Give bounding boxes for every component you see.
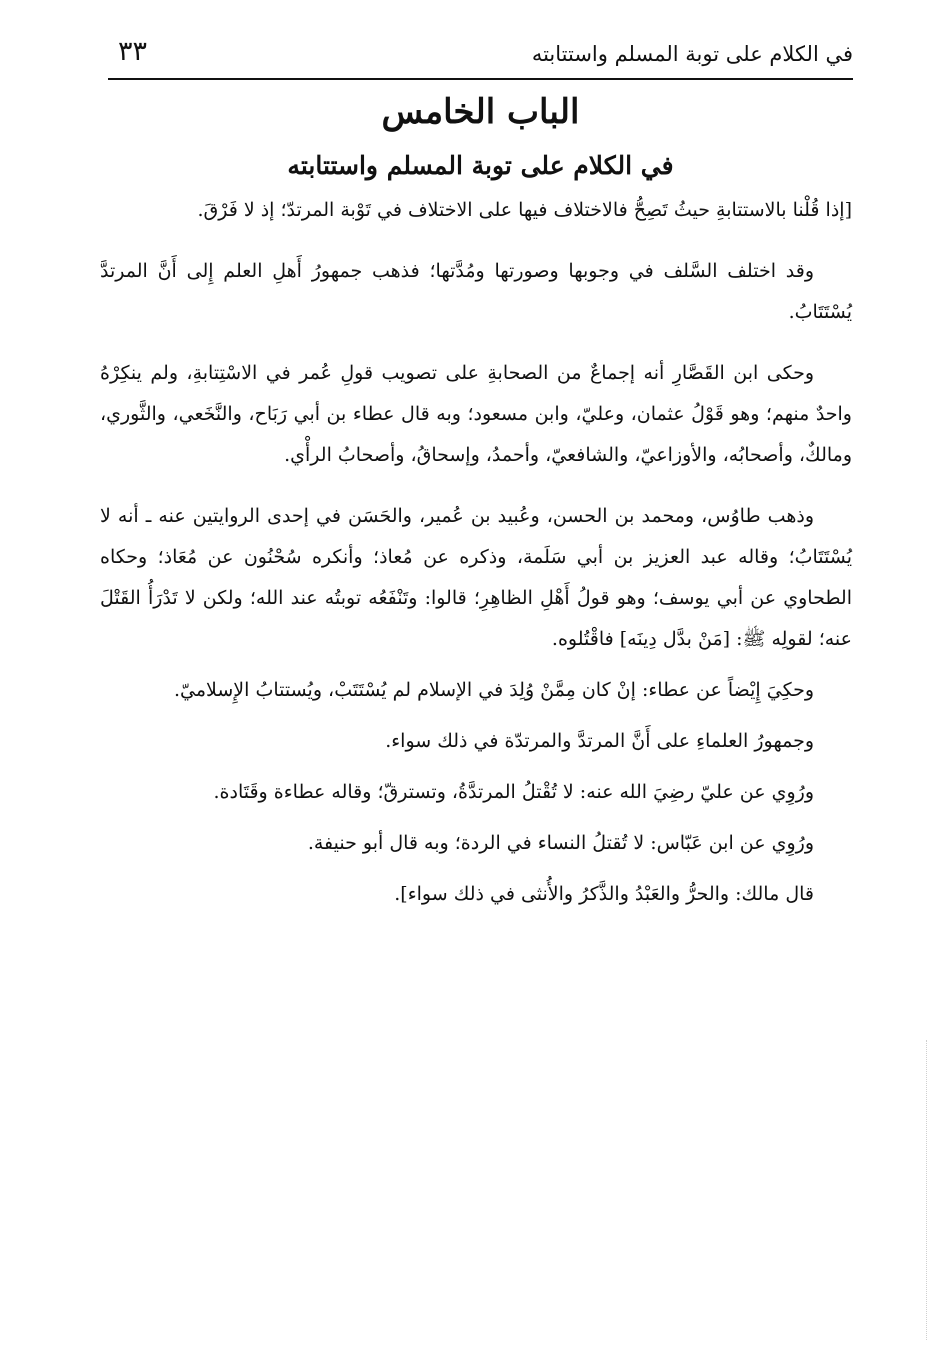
running-header [108,34,853,80]
paragraph-salaf-disagreement: وقد اختلف السَّلف في وجوبها وصورتها ومُدَّتها؛ فذهب جمهورُ أَهلِ العلم إِلى أَنَّ المرتدَّ يُسْتَتَابُ. [100,260,852,323]
scan-edge-marks [918,1040,927,1340]
paragraph-tawus: وذهب طاوُس، ومحمد بن الحسن، وعُبيد بن عُمير، والحَسَن في إحدى الروايتين عنه ـ أنه لا يُسْتَتَابُ؛ وقاله عبد العزيز بن أبي سَلَمة، وذكره عن مُعاذ؛ وأنكره سُحْنُون عن مُعَاذ؛ وحكاه الطحاوي عن أبي يوسف؛ وهو قولُ أَهْلِ الظاهِرِ؛ قالوا: وتَنْفَعُه توبتُه عند الله؛ ولكن لا تَدْرَأُ القَتْلَ عنه؛ لقولِه ﷺ: [مَنْ بدَّل دِينَه] فاقْتُلوه. [100,505,852,650]
chapter-subtitle: في الكلام على توبة المسلم واستتابته [287,151,674,180]
page-number: ٣٣ [118,36,148,67]
chapter-title: الباب الخامس [381,92,580,132]
paragraph-malik: قال مالك: والحرُّ والعَبْدُ والذَّكرُ والأُنثى في ذلك سواء]. [394,883,814,905]
running-title: في الكلام على توبة المسلم واستتابته [531,42,853,66]
paragraph-ibn-abbas: ورُوِي عن ابن عَبّاس: لا تُقتلُ النساء في الردة؛ وبه قال أبو حنيفة. [307,832,814,854]
paragraph-majority: وجمهورُ العلماءِ على أَنَّ المرتدَّ والمرتدّة في ذلك سواء. [385,730,814,752]
paragraph-istitaba-intro: [إذا قُلْنا بالاستتابةِ حيثُ تَصِحُّ فالاختلاف فيها على الاختلاف في تَوْبة المرتدّ؛ إذ لا فَرْقَ. [197,199,852,221]
paragraph-ali: ورُوِي عن عليّ رضِيَ الله عنه: لا تُقْتلُ المرتدَّةُ، وتسترقّ؛ وقاله عطاءة وقَتَادة. [213,781,814,803]
paragraph-ibn-qassar: وحكى ابن القَصَّارِ أنه إجماعٌ من الصحابةِ على تصويب قولِ عُمر في الاسْتِتابةِ، ولم ينكِرْهُ واحدٌ منهم؛ وهو قَوْلُ عثمان، وعليّ، وابن مسعود؛ وبه قال عطاء بن أبي رَبَاح، والنَّخَعي، والثَّوري، ومالكٌ، وأصحابُه، والأوزاعيّ، والشافعيّ، وأحمدُ، وإسحاقُ، وأصحابُ الرأْي. [100,362,852,466]
paragraph-ata: وحكِيَ إِيْضاً عن عطاء: إنْ كان مِمَّنْ وُلِدَ في الإسلام لم يُسْتَتَبْ، ويُستتابُ الإِسلاميّ. [174,679,814,701]
body-text [100,190,852,925]
